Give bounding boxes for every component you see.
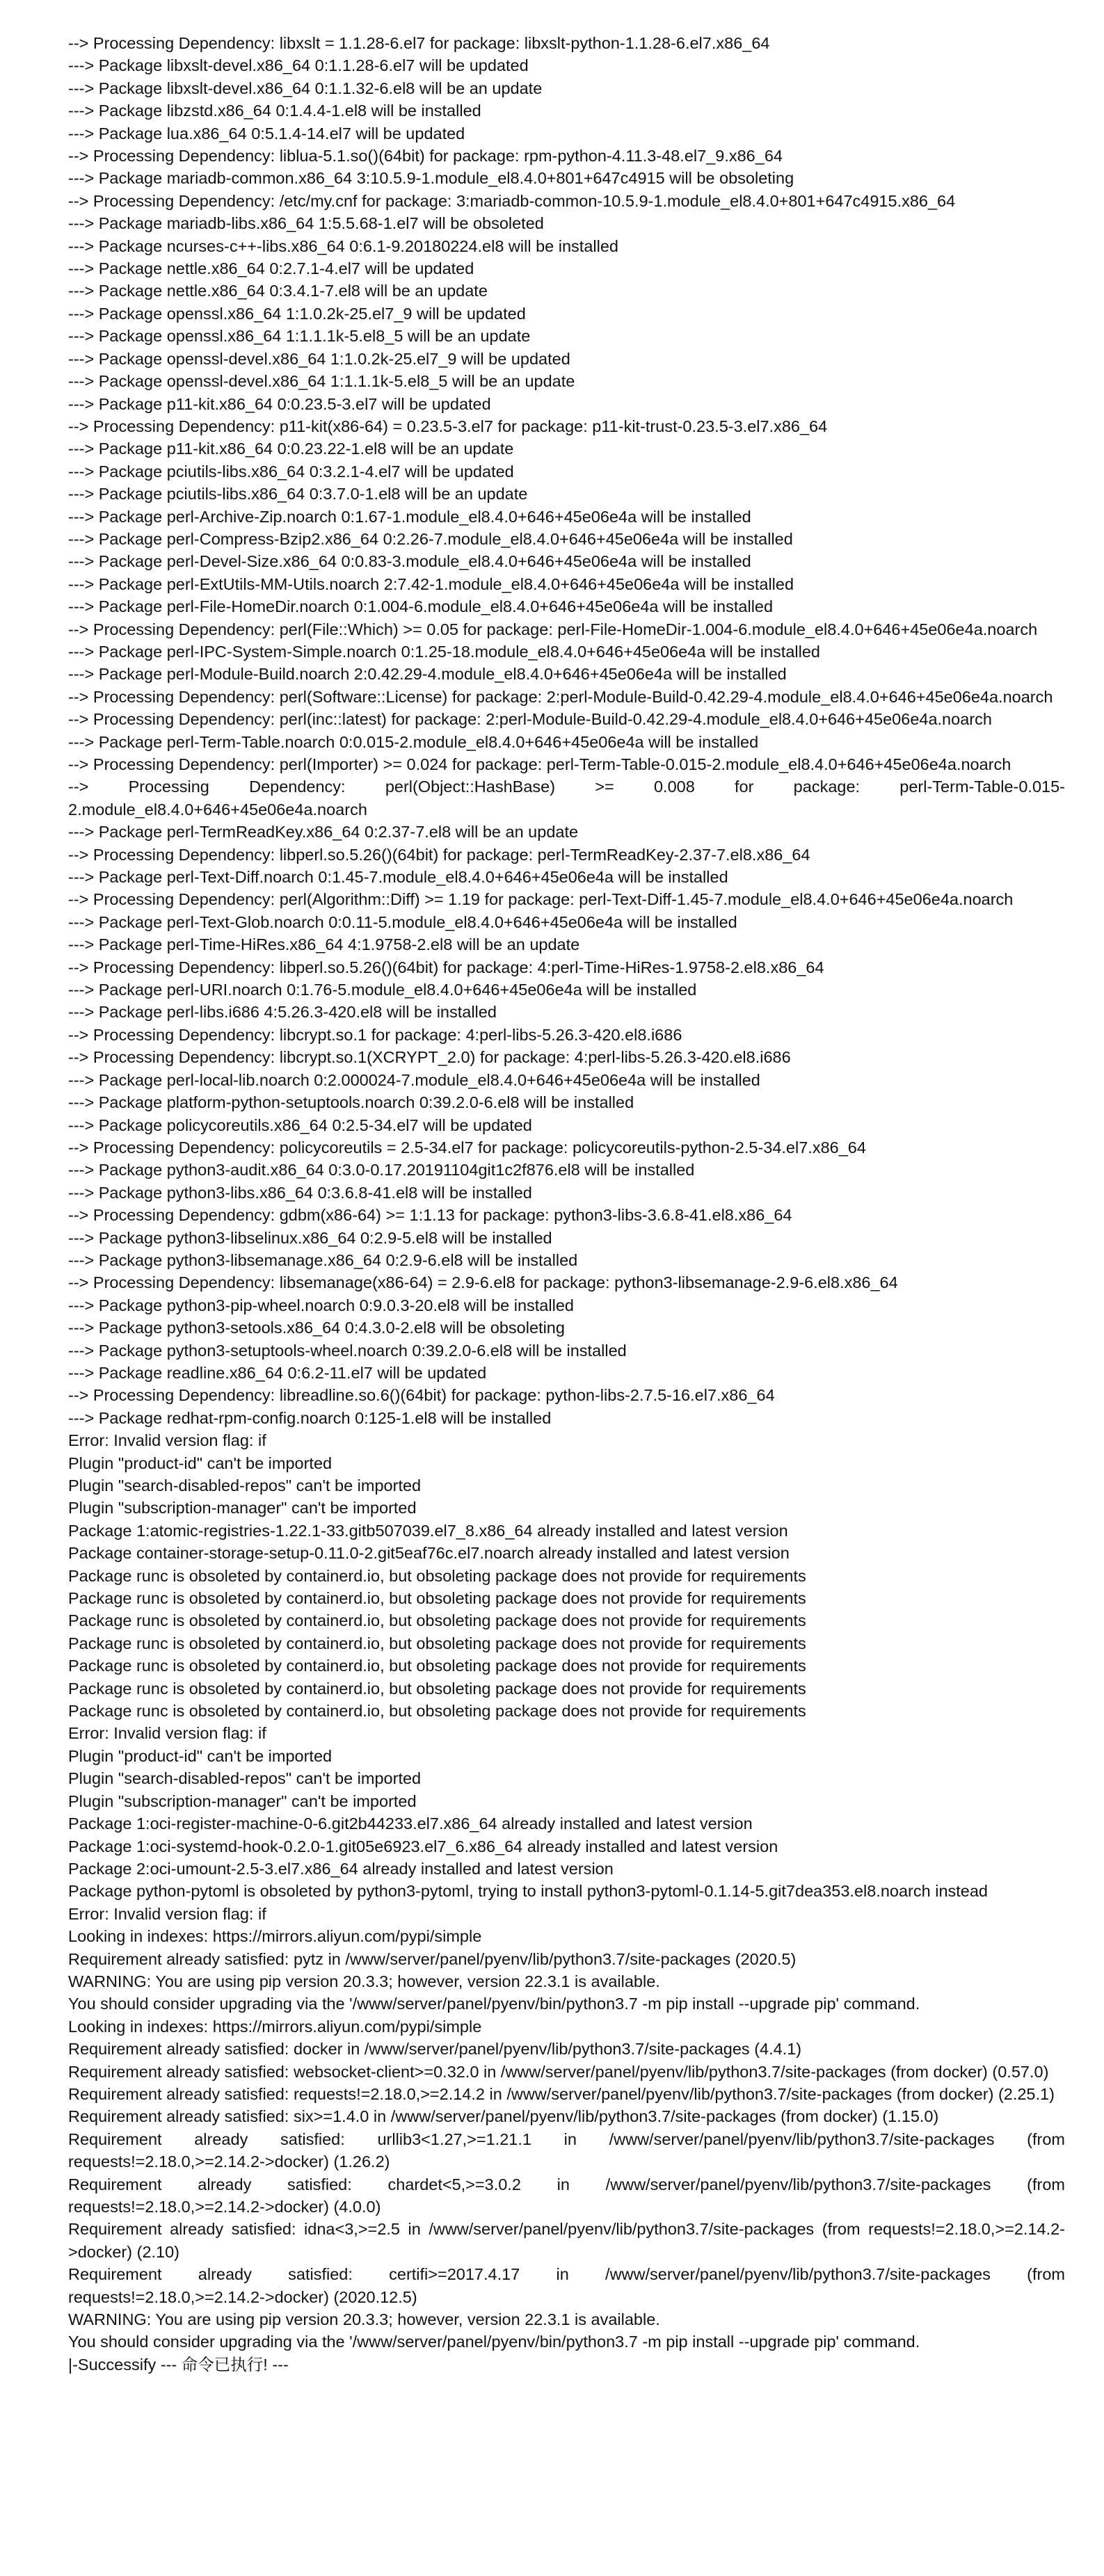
terminal-line: --> Processing Dependency: liblua-5.1.so()(64bit) for package: rpm-python-4.11.3-48.el7_9.x86_64 bbox=[68, 147, 783, 166]
terminal-line: --> Processing Dependency: gdbm(x86-64) >= 1:1.13 for package: python3-libs-3.6.8-41.el8.x86_64 bbox=[68, 1206, 792, 1225]
terminal-line: Requirement already satisfied: pytz in /www/server/panel/pyenv/lib/python3.7/site-packages (2020.5) bbox=[68, 1949, 797, 1968]
terminal-line: ---> Package p11-kit.x86_64 0:0.23.22-1.el8 will be an update bbox=[68, 440, 514, 458]
terminal-line: --> Processing Dependency: perl(Importer) >= 0.024 for package: perl-Term-Table-0.015-2.module_el8.4.0+646+45e06e4a.noarch bbox=[68, 755, 1011, 773]
terminal-line: Package runc is obsoleted by containerd.io, but obsoleting package does not provide for requirements bbox=[68, 1611, 806, 1630]
terminal-line: ---> Package python3-setools.x86_64 0:4.3.0-2.el8 will be obsoleting bbox=[68, 1319, 565, 1337]
terminal-line: ---> Package p11-kit.x86_64 0:0.23.5-3.el7 will be updated bbox=[68, 394, 491, 413]
terminal-line: Requirement already satisfied: chardet<5,>=3.0.2 in /www/server/panel/pyenv/lib/python3.7/site-packages (from requests!=2.18.0,>=2.14.2->docker) (4.0.0) bbox=[68, 2175, 1070, 2216]
terminal-line: ---> Package libxslt-devel.x86_64 0:1.1.28-6.el7 will be updated bbox=[68, 56, 529, 75]
terminal-line: Package runc is obsoleted by containerd.io, but obsoleting package does not provide for requirements bbox=[68, 1566, 806, 1585]
terminal-line: Error: Invalid version flag: if bbox=[68, 1431, 266, 1450]
terminal-line: ---> Package perl-Text-Diff.noarch 0:1.45-7.module_el8.4.0+646+45e06e4a will be installed bbox=[68, 868, 728, 887]
terminal-line: |-Successify --- 命令已执行! --- bbox=[68, 2355, 289, 2374]
terminal-line: ---> Package python3-setuptools-wheel.noarch 0:39.2.0-6.el8 will be installed bbox=[68, 1341, 627, 1360]
terminal-line: --> Processing Dependency: policycoreutils = 2.5-34.el7 for package: policycoreutils-python-2.5-34.el7.x86_64 bbox=[68, 1138, 866, 1157]
terminal-line: ---> Package ncurses-c++-libs.x86_64 0:6.1-9.20180224.el8 will be installed bbox=[68, 236, 618, 255]
terminal-line: ---> Package perl-Archive-Zip.noarch 0:1.67-1.module_el8.4.0+646+45e06e4a will be installed bbox=[68, 507, 751, 526]
terminal-line: ---> Package mariadb-libs.x86_64 1:5.5.68-1.el7 will be obsoleted bbox=[68, 214, 544, 233]
terminal-line: --> Processing Dependency: perl(inc::latest) for package: 2:perl-Module-Build-0.42.29-4.module_el8.4.0+646+45e06e4a.noarch bbox=[68, 710, 992, 729]
terminal-line: ---> Package perl-TermReadKey.x86_64 0:2.37-7.el8 will be an update bbox=[68, 823, 579, 842]
terminal-line: Looking in indexes: https://mirrors.aliyun.com/pypi/simple bbox=[68, 1927, 482, 1946]
terminal-line: ---> Package perl-Devel-Size.x86_64 0:0.83-3.module_el8.4.0+646+45e06e4a will be installed bbox=[68, 552, 751, 571]
terminal-line: ---> Package python3-pip-wheel.noarch 0:9.0.3-20.el8 will be installed bbox=[68, 1296, 574, 1314]
terminal-line: Looking in indexes: https://mirrors.aliyun.com/pypi/simple bbox=[68, 2017, 482, 2036]
terminal-line: You should consider upgrading via the '/www/server/panel/pyenv/bin/python3.7 -m pip install --upgrade pip' command. bbox=[68, 2333, 920, 2351]
terminal-line: ---> Package python3-libs.x86_64 0:3.6.8-41.el8 will be installed bbox=[68, 1183, 532, 1202]
terminal-line: Package runc is obsoleted by containerd.io, but obsoleting package does not provide for requirements bbox=[68, 1657, 806, 1675]
terminal-line: ---> Package perl-Module-Build.noarch 2:0.42.29-4.module_el8.4.0+646+45e06e4a will be installed bbox=[68, 665, 787, 684]
terminal-line: --> Processing Dependency: libcrypt.so.1(XCRYPT_2.0) for package: 4:perl-libs-5.26.3-420.el8.i686 bbox=[68, 1048, 791, 1067]
terminal-line: WARNING: You are using pip version 20.3.3; however, version 22.3.1 is available. bbox=[68, 1972, 660, 1990]
terminal-line: ---> Package openssl.x86_64 1:1.1.1k-5.el8_5 will be an update bbox=[68, 327, 531, 346]
terminal-line: Plugin "product-id" can't be imported bbox=[68, 1746, 333, 1765]
terminal-line: Error: Invalid version flag: if bbox=[68, 1904, 266, 1923]
terminal-line: --> Processing Dependency: perl(Software::License) for package: 2:perl-Module-Build-0.42.29-4.module_el8.4.0+646+45e06e4a.noarch bbox=[68, 687, 1053, 706]
terminal-line: ---> Package perl-local-lib.noarch 0:2.000024-7.module_el8.4.0+646+45e06e4a will be installed bbox=[68, 1070, 760, 1089]
terminal-line: ---> Package libzstd.x86_64 0:1.4.4-1.el8 will be installed bbox=[68, 102, 481, 120]
terminal-line: ---> Package nettle.x86_64 0:3.4.1-7.el8 will be an update bbox=[68, 282, 488, 300]
terminal-line: ---> Package nettle.x86_64 0:2.7.1-4.el7 will be updated bbox=[68, 259, 474, 278]
terminal-line: ---> Package redhat-rpm-config.noarch 0:125-1.el8 will be installed bbox=[68, 1408, 552, 1427]
terminal-line: --> Processing Dependency: /etc/my.cnf for package: 3:mariadb-common-10.5.9-1.module_el8.4.0+801+647c4915.x86_64 bbox=[68, 191, 956, 210]
terminal-line: ---> Package lua.x86_64 0:5.1.4-14.el7 will be updated bbox=[68, 124, 465, 143]
terminal-line: ---> Package perl-Compress-Bzip2.x86_64 0:2.26-7.module_el8.4.0+646+45e06e4a will be installed bbox=[68, 529, 793, 548]
terminal-line: --> Processing Dependency: libxslt = 1.1.28-6.el7 for package: libxslt-python-1.1.28-6.el7.x86_64 bbox=[68, 34, 770, 52]
terminal-line: Package runc is obsoleted by containerd.io, but obsoleting package does not provide for requirements bbox=[68, 1589, 806, 1608]
terminal-line: Package 2:oci-umount-2.5-3.el7.x86_64 already installed and latest version bbox=[68, 1859, 614, 1878]
terminal-line: ---> Package readline.x86_64 0:6.2-11.el7 will be updated bbox=[68, 1363, 487, 1382]
terminal-line: ---> Package perl-Text-Glob.noarch 0:0.11-5.module_el8.4.0+646+45e06e4a will be installed bbox=[68, 912, 737, 931]
terminal-line: Package container-storage-setup-0.11.0-2.git5eaf76c.el7.noarch already installed and latest version bbox=[68, 1544, 790, 1563]
terminal-line: --> Processing Dependency: libsemanage(x86-64) = 2.9-6.el8 for package: python3-libsemanage-2.9-6.el8.x86_64 bbox=[68, 1273, 898, 1292]
terminal-line: ---> Package openssl-devel.x86_64 1:1.1.1k-5.el8_5 will be an update bbox=[68, 372, 575, 391]
terminal-line: ---> Package python3-libsemanage.x86_64 0:2.9-6.el8 will be installed bbox=[68, 1250, 578, 1269]
terminal-line: --> Processing Dependency: libperl.so.5.26()(64bit) for package: perl-TermReadKey-2.37-7.el8.x86_64 bbox=[68, 845, 810, 864]
terminal-line: Package python-pytoml is obsoleted by python3-pytoml, trying to install python3-pytoml-0.1.14-5.git7dea353.el8.noarch instead bbox=[68, 1882, 989, 1901]
terminal-line: ---> Package openssl-devel.x86_64 1:1.0.2k-25.el7_9 will be updated bbox=[68, 349, 570, 368]
terminal-line: You should consider upgrading via the '/www/server/panel/pyenv/bin/python3.7 -m pip install --upgrade pip' command. bbox=[68, 1995, 920, 2013]
terminal-line: ---> Package platform-python-setuptools.noarch 0:39.2.0-6.el8 will be installed bbox=[68, 1093, 634, 1112]
terminal-line: Package 1:oci-register-machine-0-6.git2b44233.el7.x86_64 already installed and latest version bbox=[68, 1814, 753, 1833]
terminal-line: ---> Package perl-URI.noarch 0:1.76-5.module_el8.4.0+646+45e06e4a will be installed bbox=[68, 981, 697, 999]
terminal-line: Requirement already satisfied: docker in /www/server/panel/pyenv/lib/python3.7/site-packages (4.4.1) bbox=[68, 2040, 802, 2059]
terminal-line: ---> Package pciutils-libs.x86_64 0:3.2.1-4.el7 will be updated bbox=[68, 462, 514, 481]
terminal-line: Error: Invalid version flag: if bbox=[68, 1724, 266, 1743]
terminal-line: Requirement already satisfied: idna<3,>=2.5 in /www/server/panel/pyenv/lib/python3.7/site-packages (from requests!=2.18.0,>=2.14.2->docker) (2.10) bbox=[68, 2220, 1065, 2261]
terminal-line: Package runc is obsoleted by containerd.io, but obsoleting package does not provide for requirements bbox=[68, 1702, 806, 1721]
terminal-line: Requirement already satisfied: certifi>=2017.4.17 in /www/server/panel/pyenv/lib/python3.7/site-packages (from requests!=2.18.0,>=2.14.2->docker) (2020.12.5) bbox=[68, 2265, 1070, 2306]
terminal-line: ---> Package perl-Time-HiRes.x86_64 4:1.9758-2.el8 will be an update bbox=[68, 935, 580, 954]
terminal-line: --> Processing Dependency: libcrypt.so.1 for package: 4:perl-libs-5.26.3-420.el8.i686 bbox=[68, 1025, 682, 1044]
terminal-line: Plugin "search-disabled-repos" can't be imported bbox=[68, 1769, 422, 1788]
terminal-line: WARNING: You are using pip version 20.3.3; however, version 22.3.1 is available. bbox=[68, 2310, 660, 2329]
terminal-line: Plugin "subscription-manager" can't be imported bbox=[68, 1499, 417, 1518]
terminal-line: ---> Package perl-Term-Table.noarch 0:0.015-2.module_el8.4.0+646+45e06e4a will be installed bbox=[68, 732, 759, 751]
terminal-line: --> Processing Dependency: perl(Object::HashBase) >= 0.008 for package: perl-Term-Table-0.015-2.module_el8.4.0+646+45e06e4a.noarch bbox=[68, 778, 1065, 819]
terminal-line: ---> Package policycoreutils.x86_64 0:2.5-34.el7 will be updated bbox=[68, 1116, 532, 1134]
terminal-line: --> Processing Dependency: p11-kit(x86-64) = 0.23.5-3.el7 for package: p11-kit-trust-0.23.5-3.el7.x86_64 bbox=[68, 417, 828, 435]
terminal-line: --> Processing Dependency: perl(Algorithm::Diff) >= 1.19 for package: perl-Text-Diff-1.45-7.module_el8.4.0+646+45e06e4a.noarch bbox=[68, 890, 1014, 909]
terminal-line: Plugin "search-disabled-repos" can't be imported bbox=[68, 1476, 422, 1495]
terminal-line: Requirement already satisfied: urllib3<1.27,>=1.21.1 in /www/server/panel/pyenv/lib/python3.7/site-packages (from requests!=2.18.0,>=2.14.2->docker) (1.26.2) bbox=[68, 2130, 1070, 2171]
terminal-line: ---> Package perl-ExtUtils-MM-Utils.noarch 2:7.42-1.module_el8.4.0+646+45e06e4a will be installed bbox=[68, 574, 794, 593]
terminal-line: Package runc is obsoleted by containerd.io, but obsoleting package does not provide for requirements bbox=[68, 1634, 806, 1652]
terminal-line: ---> Package perl-IPC-System-Simple.noarch 0:1.25-18.module_el8.4.0+646+45e06e4a will be installed bbox=[68, 642, 820, 661]
terminal-line: ---> Package libxslt-devel.x86_64 0:1.1.32-6.el8 will be an update bbox=[68, 79, 543, 97]
terminal-line: ---> Package openssl.x86_64 1:1.0.2k-25.el7_9 will be updated bbox=[68, 304, 526, 323]
terminal-line: Requirement already satisfied: requests!=2.18.0,>=2.14.2 in /www/server/panel/pyenv/lib/python3.7/site-packages (from docker) (2.25.1) bbox=[68, 2084, 1055, 2103]
terminal-line: ---> Package pciutils-libs.x86_64 0:3.7.0-1.el8 will be an update bbox=[68, 485, 528, 504]
terminal-line: ---> Package perl-File-HomeDir.noarch 0:1.004-6.module_el8.4.0+646+45e06e4a will be installed bbox=[68, 597, 774, 616]
terminal-line: --> Processing Dependency: perl(File::Which) >= 0.05 for package: perl-File-HomeDir-1.004-6.module_el8.4.0+646+45e06e4a.noarch bbox=[68, 620, 1038, 638]
terminal-line: Requirement already satisfied: websocket-client>=0.32.0 in /www/server/panel/pyenv/lib/python3.7/site-packages (from docker) (0.57.0) bbox=[68, 2062, 1049, 2081]
terminal-line: Package 1:atomic-registries-1.22.1-33.gitb507039.el7_8.x86_64 already installed and latest version bbox=[68, 1521, 788, 1540]
terminal-line: --> Processing Dependency: libreadline.so.6()(64bit) for package: python-libs-2.7.5-16.el7.x86_64 bbox=[68, 1386, 775, 1405]
terminal-line: ---> Package python3-audit.x86_64 0:3.0-0.17.20191104git1c2f876.el8 will be installed bbox=[68, 1161, 695, 1180]
terminal-line: ---> Package python3-libselinux.x86_64 0:2.9-5.el8 will be installed bbox=[68, 1228, 552, 1247]
terminal-line: ---> Package mariadb-common.x86_64 3:10.5.9-1.module_el8.4.0+801+647c4915 will be obsoleting bbox=[68, 169, 794, 188]
terminal-line: --> Processing Dependency: libperl.so.5.26()(64bit) for package: 4:perl-Time-HiRes-1.9758-2.el8.x86_64 bbox=[68, 958, 824, 976]
terminal-line: Package runc is obsoleted by containerd.io, but obsoleting package does not provide for requirements bbox=[68, 1679, 806, 1698]
terminal-line: Plugin "subscription-manager" can't be imported bbox=[68, 1792, 417, 1810]
terminal-line: Plugin "product-id" can't be imported bbox=[68, 1454, 333, 1472]
terminal-line: ---> Package perl-libs.i686 4:5.26.3-420.el8 will be installed bbox=[68, 1003, 497, 1022]
terminal-line: Package 1:oci-systemd-hook-0.2.0-1.git05e6923.el7_6.x86_64 already installed and latest version bbox=[68, 1837, 778, 1855]
terminal-line: Requirement already satisfied: six>=1.4.0 in /www/server/panel/pyenv/lib/python3.7/site-packages (from docker) (1.15.0) bbox=[68, 2107, 939, 2126]
